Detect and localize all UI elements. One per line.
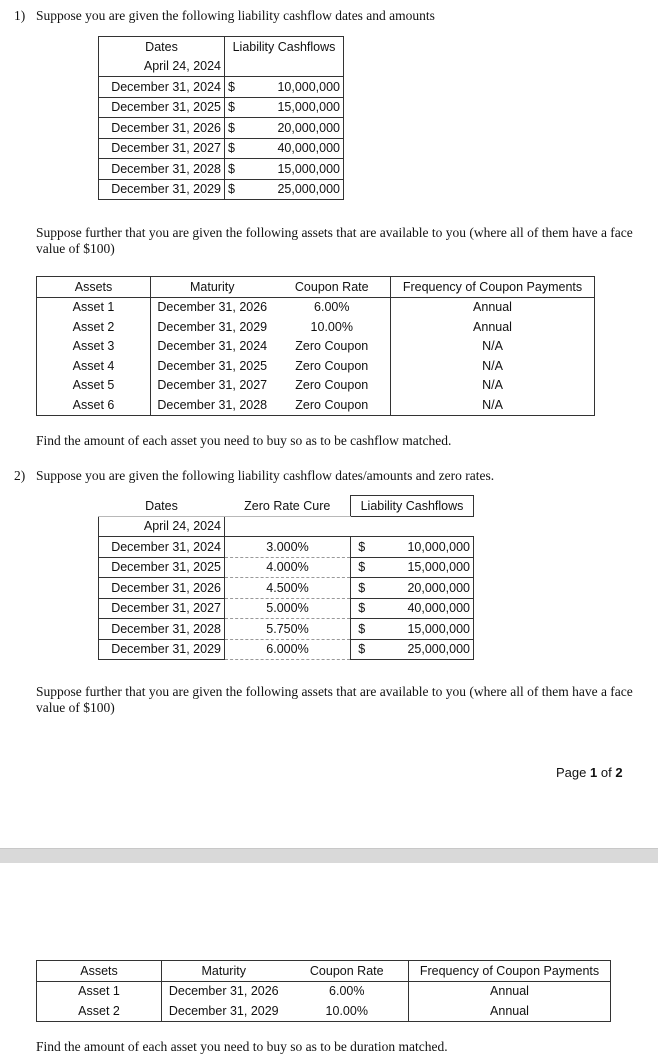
q1-number: 1): [14, 8, 26, 23]
table-row: December 31, 2028 $ 15,000,000: [99, 159, 344, 180]
q1-assets-intro: Suppose further that you are given the following assets that are available to you (where all of them have a face value of $100): [36, 225, 633, 256]
table-row: December 31, 2025 $ 15,000,000: [99, 97, 344, 118]
q2-liability-table: [98, 495, 474, 660]
q2-task: Find the amount of each asset you need to buy so as to be duration matched.: [36, 1039, 448, 1054]
start-date: April 24, 2024: [99, 57, 225, 77]
header-zero-rate: Zero Rate Cure: [225, 496, 351, 517]
header-liability-cashflows: Liability Cashflows: [351, 496, 474, 517]
table-header-row: [37, 961, 611, 982]
header-dates: Dates: [99, 496, 225, 517]
q2-assets-intro: Suppose further that you are given the following assets that are available to you (where all of them have a face value of $100): [36, 684, 633, 715]
header-dates: Dates: [99, 37, 225, 57]
header-assets: Assets: [37, 961, 162, 982]
header-liability-cashflows: Liability Cashflows: [225, 37, 344, 57]
table-row: December 31, 2026 4.500% $ 20,000,000: [99, 578, 474, 599]
header-coupon-rate: Coupon Rate: [286, 961, 409, 982]
table-row: [99, 516, 474, 537]
page-number: Page 1 of 2: [556, 765, 623, 780]
header-coupon-rate: Coupon Rate: [274, 277, 391, 298]
header-maturity: Maturity: [162, 961, 286, 982]
table-header-row: [99, 496, 474, 517]
table-row: Asset 1 December 31, 2026 6.00% Annual: [37, 297, 595, 317]
table-row: Asset 6 December 31, 2028 Zero Coupon N/A: [37, 395, 595, 415]
table-row: [99, 57, 344, 77]
table-row: December 31, 2027 5.000% $ 40,000,000: [99, 598, 474, 619]
page-separator: [0, 848, 658, 863]
table-row: December 31, 2024 $ 10,000,000: [99, 77, 344, 98]
header-assets: Assets: [37, 277, 151, 298]
q1-assets-table: [36, 276, 595, 416]
table-row: December 31, 2027 $ 40,000,000: [99, 138, 344, 159]
table-header-row: [99, 37, 344, 57]
table-row: December 31, 2024 3.000% $ 10,000,000: [99, 537, 474, 558]
q2-intro: Suppose you are given the following liability cashflow dates/amounts and zero rates.: [36, 468, 495, 483]
table-row: December 31, 2025 4.000% $ 15,000,000: [99, 557, 474, 578]
table-row: December 31, 2029 $ 25,000,000: [99, 179, 344, 200]
table-row: Asset 5 December 31, 2027 Zero Coupon N/A: [37, 376, 595, 396]
table-row: December 31, 2026 $ 20,000,000: [99, 118, 344, 139]
table-row: Asset 3 December 31, 2024 Zero Coupon N/A: [37, 337, 595, 357]
start-date: April 24, 2024: [99, 516, 225, 537]
header-frequency: Frequency of Coupon Payments: [391, 277, 595, 298]
q2-assets-table: [36, 960, 611, 1022]
table-row: December 31, 2029 6.000% $ 25,000,000: [99, 639, 474, 660]
q1-task: Find the amount of each asset you need to buy so as to be cashflow matched.: [36, 433, 452, 448]
table-row: December 31, 2028 5.750% $ 15,000,000: [99, 619, 474, 640]
q1-intro: Suppose you are given the following liability cashflow dates and amounts: [36, 8, 435, 23]
table-row: Asset 4 December 31, 2025 Zero Coupon N/A: [37, 356, 595, 376]
header-frequency: Frequency of Coupon Payments: [409, 961, 611, 982]
q2-number: 2): [14, 468, 26, 483]
table-row: Asset 2 December 31, 2029 10.00% Annual: [37, 317, 595, 337]
table-header-row: [37, 277, 595, 298]
q1-liability-table: [98, 36, 344, 200]
table-row: Asset 1 December 31, 2026 6.00% Annual: [37, 981, 611, 1001]
header-maturity: Maturity: [151, 277, 274, 298]
table-row: Asset 2 December 31, 2029 10.00% Annual: [37, 1001, 611, 1021]
